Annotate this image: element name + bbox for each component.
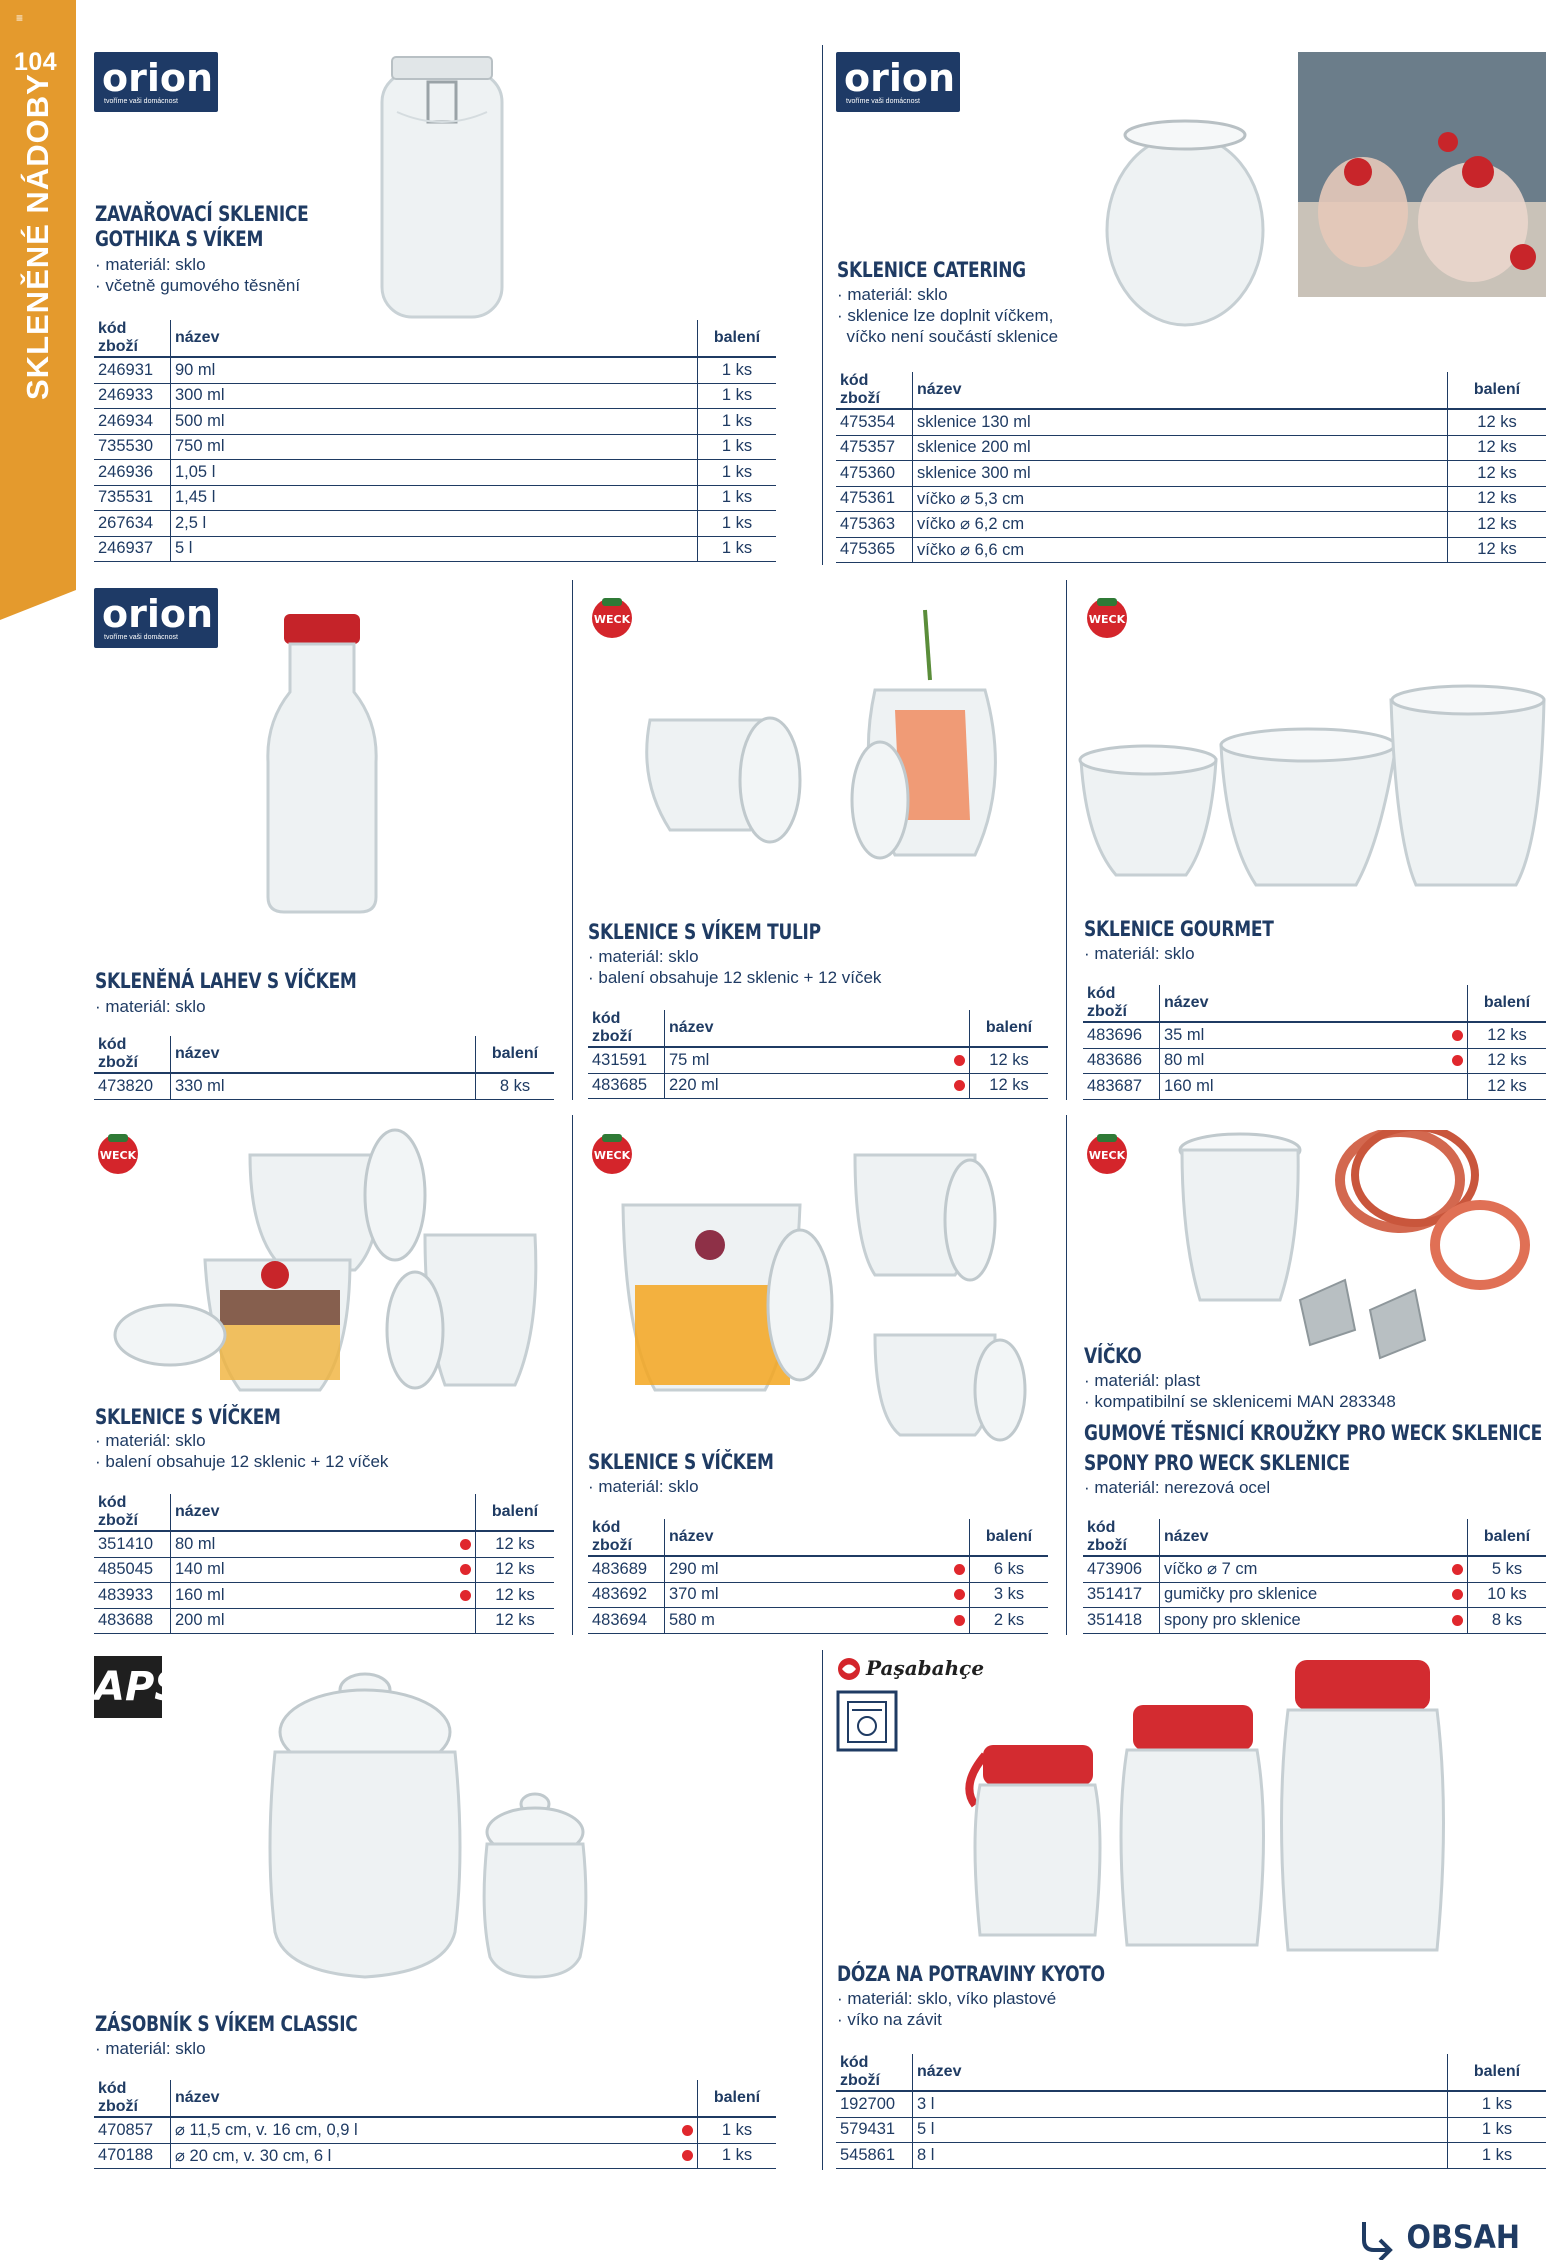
cell-code: 483933 xyxy=(94,1583,171,1609)
product-bullet: · materiál: sklo xyxy=(588,947,699,966)
column-divider xyxy=(822,45,823,565)
availability-dot xyxy=(947,1582,970,1608)
cell-name: 160 ml xyxy=(171,1583,454,1609)
availability-dot xyxy=(1445,1048,1468,1074)
cell-code: 483696 xyxy=(1083,1022,1160,1048)
table-row xyxy=(836,2117,1546,2143)
red-dot-icon xyxy=(1452,1615,1463,1626)
cell-name: 3 l xyxy=(913,2091,1448,2117)
cell-code: 351410 xyxy=(94,1531,171,1557)
cell-name: gumičky pro sklenice xyxy=(1160,1582,1446,1608)
menu-icon[interactable]: ≡ xyxy=(16,11,24,25)
cell-name: 5 l xyxy=(913,2117,1448,2143)
product-table xyxy=(836,2054,1546,2169)
table-row xyxy=(94,434,776,460)
availability-dot xyxy=(453,1608,476,1634)
header-pack: balení xyxy=(1468,1519,1547,1556)
cell-name: 80 ml xyxy=(171,1531,454,1557)
cell-name: spony pro sklenice xyxy=(1160,1608,1446,1634)
kyoto-jars-image xyxy=(955,1655,1455,1955)
cell-code: 246937 xyxy=(94,536,171,562)
cell-pack: 12 ks xyxy=(1448,512,1547,538)
availability-dot xyxy=(1445,1022,1468,1048)
svg-text:WECK: WECK xyxy=(1088,1149,1126,1162)
header-name: název xyxy=(913,2054,1448,2091)
cell-name: 300 ml xyxy=(171,383,698,409)
table-row xyxy=(836,486,1546,512)
red-dot-icon xyxy=(1452,1564,1463,1575)
availability-dot xyxy=(1445,1608,1468,1634)
table-row xyxy=(836,435,1546,461)
cell-name: 580 m xyxy=(665,1608,948,1634)
product-bullet: · materiál: sklo xyxy=(837,285,948,304)
red-dot-icon xyxy=(954,1589,965,1600)
cell-name: 370 ml xyxy=(665,1582,948,1608)
bottle-image xyxy=(262,612,382,917)
availability-dot xyxy=(947,1608,970,1634)
table-row xyxy=(836,512,1546,538)
product-table xyxy=(588,1010,1048,1099)
table-row xyxy=(94,536,776,562)
cell-code: 475365 xyxy=(836,537,913,563)
table-row xyxy=(94,460,776,486)
cell-name: 2,5 l xyxy=(171,511,698,537)
cell-name: 5 l xyxy=(171,536,698,562)
red-dot-icon xyxy=(1452,1055,1463,1066)
cell-name: víčko ⌀ 6,2 cm xyxy=(913,512,1448,538)
cell-pack: 1 ks xyxy=(698,2117,777,2143)
lid-rings-clips-image xyxy=(1170,1130,1540,1380)
product-table xyxy=(94,2080,776,2169)
header-name: název xyxy=(171,1036,476,1073)
header-code: kód zboží xyxy=(94,1036,171,1073)
catering-food-photo xyxy=(1298,52,1546,297)
cell-name: 160 ml xyxy=(1160,1074,1446,1100)
cell-name: 140 ml xyxy=(171,1557,454,1583)
svg-text:WECK: WECK xyxy=(593,613,631,626)
weck-logo xyxy=(1083,1128,1131,1176)
weck-soup-jars-image xyxy=(615,1135,1045,1445)
availability-dot xyxy=(453,1583,476,1609)
cell-pack: 12 ks xyxy=(1448,537,1547,563)
table-row xyxy=(94,1583,554,1609)
cell-name: 200 ml xyxy=(171,1608,454,1634)
header-name: název xyxy=(1160,1519,1446,1556)
cell-pack: 12 ks xyxy=(1448,409,1547,435)
pasabahce-logo-mark xyxy=(836,1656,862,1682)
cell-pack: 8 ks xyxy=(476,1073,555,1099)
weck-logo xyxy=(588,592,636,640)
cell-name: 220 ml xyxy=(665,1073,948,1099)
cell-pack: 12 ks xyxy=(970,1073,1049,1099)
cell-name: ⌀ 11,5 cm, v. 16 cm, 0,9 l xyxy=(171,2117,676,2143)
table-row xyxy=(1083,1608,1546,1634)
dishwasher-safe-icon xyxy=(836,1690,898,1752)
cell-pack: 5 ks xyxy=(1468,1556,1547,1582)
product-bullet: · materiál: nerezová ocel xyxy=(1084,1478,1271,1497)
cell-code: 475357 xyxy=(836,435,913,461)
column-divider xyxy=(822,1650,823,2170)
cell-code: 470857 xyxy=(94,2117,171,2143)
availability-dot xyxy=(1445,1074,1468,1100)
table-row xyxy=(94,1557,554,1583)
product-bullet: · sklenice lze doplnit víčkem, xyxy=(837,306,1054,325)
product-table xyxy=(94,320,776,562)
header-pack: balení xyxy=(1468,985,1547,1022)
cell-name: sklenice 300 ml xyxy=(913,461,1448,487)
cell-code: 246931 xyxy=(94,357,171,383)
cell-name: sklenice 130 ml xyxy=(913,409,1448,435)
header-pack: balení xyxy=(970,1010,1049,1047)
gothika-jar-image xyxy=(372,52,512,322)
cell-pack: 12 ks xyxy=(476,1557,555,1583)
cell-name: 90 ml xyxy=(171,357,698,383)
classic-jars-image xyxy=(265,1672,625,1982)
header-code: kód zboží xyxy=(588,1010,665,1047)
table-row xyxy=(94,2117,776,2143)
header-code: kód zboží xyxy=(94,2080,171,2117)
red-dot-icon xyxy=(682,2150,693,2161)
column-divider xyxy=(1066,1115,1067,1635)
product-table xyxy=(588,1519,1048,1634)
header-pack: balení xyxy=(476,1036,555,1073)
red-dot-icon xyxy=(954,1564,965,1575)
table-row xyxy=(94,485,776,511)
red-dot-icon xyxy=(954,1055,965,1066)
cell-code: 475354 xyxy=(836,409,913,435)
availability-dot xyxy=(947,1073,970,1099)
table-row xyxy=(94,409,776,435)
cell-pack: 8 ks xyxy=(1468,1608,1547,1634)
obsah-label: OBSAH xyxy=(1406,2218,1520,2256)
column-divider xyxy=(1066,580,1067,1100)
table-row xyxy=(588,1047,1048,1073)
cell-pack: 1 ks xyxy=(698,485,777,511)
cell-pack: 1 ks xyxy=(1448,2143,1547,2169)
availability-dot xyxy=(1445,1582,1468,1608)
cell-name: 1,45 l xyxy=(171,485,698,511)
orion-logo: orion tvoříme vaši domácnost xyxy=(94,588,218,648)
cell-pack: 12 ks xyxy=(1468,1074,1547,1100)
cell-name: 80 ml xyxy=(1160,1048,1446,1074)
column-divider xyxy=(572,580,573,1100)
svg-text:WECK: WECK xyxy=(99,1149,137,1162)
cell-pack: 12 ks xyxy=(476,1531,555,1557)
obsah-link[interactable] xyxy=(1358,2218,1520,2260)
product-title: GOTHIKA S VÍKEM xyxy=(95,227,264,251)
cell-pack: 6 ks xyxy=(970,1556,1049,1582)
product-bullet: · včetně gumového těsnění xyxy=(95,276,301,295)
table-row xyxy=(836,461,1546,487)
cell-code: 470188 xyxy=(94,2143,171,2169)
cell-code: 545861 xyxy=(836,2143,913,2169)
header-code: kód zboží xyxy=(588,1519,665,1556)
cell-pack: 1 ks xyxy=(698,2143,777,2169)
catering-jar-image xyxy=(1100,95,1270,350)
cell-pack: 1 ks xyxy=(1448,2091,1547,2117)
cell-pack: 12 ks xyxy=(476,1608,555,1634)
cell-name: ⌀ 20 cm, v. 30 cm, 6 l xyxy=(171,2143,676,2169)
red-dot-icon xyxy=(682,2125,693,2136)
cell-pack: 1 ks xyxy=(698,409,777,435)
cell-code: 579431 xyxy=(836,2117,913,2143)
product-bullet: · materiál: sklo, víko plastové xyxy=(837,1989,1057,2008)
cell-name: 35 ml xyxy=(1160,1022,1446,1048)
product-bullet: · materiál: sklo xyxy=(95,2039,206,2058)
availability-dot xyxy=(453,1531,476,1557)
table-row xyxy=(1083,1582,1546,1608)
red-dot-icon xyxy=(954,1080,965,1091)
cell-code: 483685 xyxy=(588,1073,665,1099)
cell-name: 75 ml xyxy=(665,1047,948,1073)
table-row xyxy=(1083,1074,1546,1100)
table-row xyxy=(94,357,776,383)
orion-logo: orion tvoříme vaši domácnost xyxy=(94,52,218,112)
svg-text:WECK: WECK xyxy=(593,1149,631,1162)
cell-pack: 10 ks xyxy=(1468,1582,1547,1608)
header-name: název xyxy=(665,1519,948,1556)
side-tab-notch xyxy=(0,590,76,620)
product-table xyxy=(94,1036,554,1100)
header-code: kód zboží xyxy=(1083,985,1160,1022)
product-table xyxy=(836,372,1546,563)
product-bullet: · materiál: sklo xyxy=(95,255,206,274)
cell-name: 8 l xyxy=(913,2143,1448,2169)
header-code: kód zboží xyxy=(836,2054,913,2091)
cell-code: 431591 xyxy=(588,1047,665,1073)
product-bullet: · balení obsahuje 12 sklenic + 12 víček xyxy=(95,1452,389,1471)
cell-code: 267634 xyxy=(94,511,171,537)
cell-name: víčko ⌀ 6,6 cm xyxy=(913,537,1448,563)
header-code: kód zboží xyxy=(94,320,171,357)
arrow-return-icon xyxy=(1358,2218,1396,2260)
red-dot-icon xyxy=(1452,1030,1463,1041)
cell-pack: 1 ks xyxy=(1448,2117,1547,2143)
cell-code: 475363 xyxy=(836,512,913,538)
table-row xyxy=(94,1073,554,1099)
cell-code: 483689 xyxy=(588,1556,665,1582)
product-title: SKLENICE S VÍČKEM xyxy=(95,1405,281,1429)
cell-code: 475360 xyxy=(836,461,913,487)
product-bullet: víčko není součástí sklenice xyxy=(837,327,1059,346)
table-row xyxy=(94,2143,776,2169)
pasabahce-logo: Paşabahçe xyxy=(866,1656,985,1680)
table-row xyxy=(1083,1556,1546,1582)
product-title: SKLENICE S VÍČKEM xyxy=(588,1450,774,1474)
page-number: 104 xyxy=(14,48,58,76)
cell-pack: 12 ks xyxy=(1468,1048,1547,1074)
cell-pack: 3 ks xyxy=(970,1582,1049,1608)
table-row xyxy=(588,1073,1048,1099)
cell-pack: 2 ks xyxy=(970,1608,1049,1634)
product-bullet: · materiál: sklo xyxy=(1084,944,1195,963)
red-dot-icon xyxy=(954,1615,965,1626)
header-code: kód zboží xyxy=(94,1494,171,1531)
cell-pack: 12 ks xyxy=(1448,435,1547,461)
product-title: SPONY PRO WECK SKLENICE xyxy=(1084,1451,1350,1475)
column-divider xyxy=(572,1115,573,1635)
availability-dot xyxy=(1445,1556,1468,1582)
header-code: kód zboží xyxy=(836,372,913,409)
product-title: SKLENICE GOURMET xyxy=(1084,917,1274,941)
availability-dot xyxy=(675,2117,698,2143)
availability-dot xyxy=(947,1556,970,1582)
product-table xyxy=(94,1494,554,1634)
product-table xyxy=(1083,1519,1546,1634)
table-row xyxy=(1083,1048,1546,1074)
header-code: kód zboží xyxy=(1083,1519,1160,1556)
cell-name: víčko ⌀ 5,3 cm xyxy=(913,486,1448,512)
table-row xyxy=(588,1556,1048,1582)
table-row xyxy=(588,1582,1048,1608)
product-title: ZAVAŘOVACÍ SKLENICE xyxy=(95,202,309,226)
availability-dot xyxy=(947,1047,970,1073)
table-row xyxy=(836,409,1546,435)
cell-pack: 1 ks xyxy=(698,357,777,383)
cell-code: 351417 xyxy=(1083,1582,1160,1608)
header-name: název xyxy=(913,372,1448,409)
cell-code: 483688 xyxy=(94,1608,171,1634)
product-title: ZÁSOBNÍK S VÍKEM CLASSIC xyxy=(95,2012,358,2036)
header-pack: balení xyxy=(1448,2054,1547,2091)
table-row xyxy=(588,1608,1048,1634)
cell-code: 483686 xyxy=(1083,1048,1160,1074)
cell-code: 475361 xyxy=(836,486,913,512)
cell-code: 483692 xyxy=(588,1582,665,1608)
orion-logo: orion tvoříme vaši domácnost xyxy=(836,52,960,112)
product-title: GUMOVÉ TĚSNICÍ KROUŽKY PRO WECK SKLENICE xyxy=(1084,1421,1542,1445)
cell-pack: 12 ks xyxy=(970,1047,1049,1073)
cell-pack: 12 ks xyxy=(1468,1022,1547,1048)
header-name: název xyxy=(1160,985,1446,1022)
header-name: název xyxy=(171,320,698,357)
tulip-food-jar-image xyxy=(835,600,1020,870)
product-bullet: · materiál: plast xyxy=(1084,1371,1201,1390)
cell-name: sklenice 200 ml xyxy=(913,435,1448,461)
weck-logo xyxy=(1083,592,1131,640)
header-name: název xyxy=(171,1494,454,1531)
cell-pack: 12 ks xyxy=(1448,461,1547,487)
cell-name: 750 ml xyxy=(171,434,698,460)
table-row xyxy=(836,2143,1546,2169)
cell-code: 735531 xyxy=(94,485,171,511)
table-row xyxy=(94,383,776,409)
header-pack: balení xyxy=(1448,372,1547,409)
availability-dot xyxy=(675,2143,698,2169)
red-dot-icon xyxy=(460,1564,471,1575)
svg-text:WECK: WECK xyxy=(1088,613,1126,626)
section-title: SKLENĚNÉ NÁDOBY xyxy=(20,73,55,400)
cell-name: 290 ml xyxy=(665,1556,948,1582)
product-bullet: · víko na závit xyxy=(837,2010,942,2029)
product-title: SKLENĚNÁ LAHEV S VÍČKEM xyxy=(95,969,357,993)
cell-pack: 1 ks xyxy=(698,536,777,562)
cell-code: 246934 xyxy=(94,409,171,435)
availability-dot xyxy=(453,1557,476,1583)
cell-name: 500 ml xyxy=(171,409,698,435)
cell-name: 1,05 l xyxy=(171,460,698,486)
tulip-jar-image xyxy=(630,700,810,850)
table-row xyxy=(836,537,1546,563)
cell-code: 473906 xyxy=(1083,1556,1160,1582)
weck-food-jars-image xyxy=(110,1120,550,1400)
cell-code: 246933 xyxy=(94,383,171,409)
product-title: SKLENICE CATERING xyxy=(837,258,1026,282)
product-bullet: · balení obsahuje 12 sklenic + 12 víček xyxy=(588,968,882,987)
cell-code: 483687 xyxy=(1083,1074,1160,1100)
product-title: SKLENICE S VÍKEM TULIP xyxy=(588,920,821,944)
header-pack: balení xyxy=(698,2080,777,2117)
table-row xyxy=(836,2091,1546,2117)
cell-pack: 12 ks xyxy=(476,1583,555,1609)
cell-code: 192700 xyxy=(836,2091,913,2117)
table-row xyxy=(94,511,776,537)
cell-code: 485045 xyxy=(94,1557,171,1583)
cell-pack: 1 ks xyxy=(698,460,777,486)
cell-code: 483694 xyxy=(588,1608,665,1634)
cell-name: 330 ml xyxy=(171,1073,476,1099)
product-table xyxy=(1083,985,1546,1100)
cell-pack: 1 ks xyxy=(698,434,777,460)
cell-code: 246936 xyxy=(94,460,171,486)
cell-pack: 1 ks xyxy=(698,383,777,409)
cell-code: 735530 xyxy=(94,434,171,460)
header-pack: balení xyxy=(698,320,777,357)
product-bullet: · materiál: sklo xyxy=(95,997,206,1016)
header-pack: balení xyxy=(970,1519,1049,1556)
product-bullet: · materiál: sklo xyxy=(95,1431,206,1450)
table-row xyxy=(94,1608,554,1634)
table-row xyxy=(1083,1022,1546,1048)
product-bullet: · materiál: sklo xyxy=(588,1477,699,1496)
red-dot-icon xyxy=(460,1590,471,1601)
table-row xyxy=(94,1531,554,1557)
cell-pack: 12 ks xyxy=(1448,486,1547,512)
cell-name: víčko ⌀ 7 cm xyxy=(1160,1556,1446,1582)
aps-logo: APS xyxy=(94,1656,162,1718)
red-dot-icon xyxy=(1452,1589,1463,1600)
header-name: název xyxy=(171,2080,676,2117)
cell-code: 473820 xyxy=(94,1073,171,1099)
cell-pack: 1 ks xyxy=(698,511,777,537)
header-name: název xyxy=(665,1010,948,1047)
product-title: VÍČKO xyxy=(1084,1344,1142,1368)
red-dot-icon xyxy=(460,1539,471,1550)
header-pack: balení xyxy=(476,1494,555,1531)
product-bullet: · kompatibilní se sklenicemi MAN 283348 xyxy=(1084,1392,1396,1411)
product-title: DÓZA NA POTRAVINY KYOTO xyxy=(837,1962,1105,1986)
cell-code: 351418 xyxy=(1083,1608,1160,1634)
gourmet-jars-image xyxy=(1076,680,1546,890)
